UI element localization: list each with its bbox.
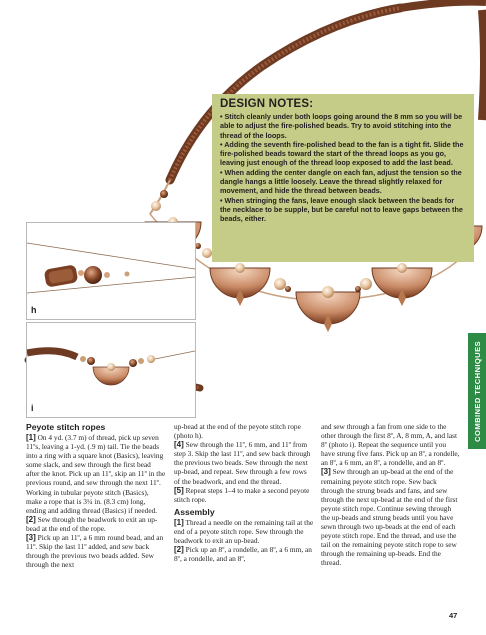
step-paragraph bbox=[174, 486, 314, 504]
step-text: Sew through an up-bead at the end of the remaining peyote stitch rope. Sew back through the strung beads and fans, and sew through the next up-bead at the end of the first peyote stitch rope. Continue sewing through the up-beads and strung beads until you have sewn through two up-beads at the end of each peyote stitch rope. End the thread, and use the tail on the remaining peyote stitch rope to sew through the remaining up-beads. End the thread. bbox=[321, 467, 458, 568]
step-text: Repeat steps 1–4 to make a second peyote stitch rope. bbox=[174, 485, 310, 504]
step-number: [3] bbox=[26, 533, 36, 543]
design-note-item: • Stitch cleanly under both loops going around the 8 mm so you will be able to adjust the fire-polished beads. Try to avoid stitching into the thread of the loops. bbox=[220, 112, 463, 140]
text-column-3 bbox=[321, 422, 461, 568]
inset-label-h: h bbox=[31, 305, 37, 315]
inset-h-image bbox=[27, 223, 195, 319]
design-notes-box bbox=[212, 94, 474, 262]
section-heading-assembly: Assembly bbox=[174, 506, 215, 517]
design-note-item: • When adding the center dangle on each fan, adjust the tension so the dangle hangs a little loosely. Leave the thread slightly relaxed for movement, and hide the thread between beads. bbox=[220, 167, 462, 196]
section-heading-peyote: Peyote stitch ropes bbox=[26, 422, 106, 432]
step-paragraph bbox=[174, 545, 314, 563]
section-tab bbox=[468, 333, 486, 449]
step-number: [2] bbox=[174, 545, 184, 555]
step-text: Sew through the 11º, 6 mm, and 11º from step 3. Skip the last 11º, and sew back through the previous two beads. Sew through the next up-bead, and repeat. Sew through a few rows of the beadwork, and end the thread. bbox=[174, 440, 311, 486]
inset-photo-h bbox=[26, 222, 196, 320]
step-paragraph bbox=[174, 440, 314, 485]
step-text: Pick up an 11º, a 6 mm round bead, and an 11º. Skip the last 11º added, and sew back through the previous two beads added. Sew through the next bbox=[26, 533, 164, 570]
step-paragraph bbox=[321, 467, 461, 567]
step-number: [4] bbox=[174, 440, 184, 450]
design-notes-title: DESIGN NOTES: bbox=[220, 98, 314, 110]
step-text: Sew through the beadwork to exit an up-bead at the end of the rope. bbox=[26, 514, 158, 533]
step-paragraph bbox=[26, 515, 166, 533]
step-text: Thread a needle on the remaining tail at the end of a peyote stitch rope. Sew through the beadwork to exit an up-bead. bbox=[174, 517, 314, 546]
step-number: [5] bbox=[174, 485, 184, 495]
inset-label-i: i bbox=[31, 403, 34, 413]
step-number: [1] bbox=[26, 433, 36, 442]
design-note-item: • Adding the seventh fire-polished bead to the fan is a tight fit. Slide the fire-polished beads toward the start of the thread loops as you go, leaving just enough of the thread loop exposed to add the last bead. bbox=[220, 139, 464, 168]
design-note-item: • When stringing the fans, leave enough slack between the beads for the necklace to be supple, but be careful not to leave gaps between the beads, either. bbox=[220, 195, 463, 224]
text-column-1 bbox=[26, 422, 166, 569]
step-number: [3] bbox=[321, 467, 331, 477]
step-paragraph bbox=[26, 533, 166, 569]
step-paragraph bbox=[174, 518, 314, 545]
inset-i-image bbox=[27, 323, 195, 417]
step-number: [1] bbox=[174, 517, 184, 527]
step-paragraph: up-bead at the end of the peyote stitch rope (photo h). bbox=[174, 422, 301, 441]
section-tab-label: COMBINED TECHNIQUES bbox=[472, 340, 482, 442]
inset-photo-i bbox=[26, 322, 196, 418]
step-text: Pick up an 8º, a rondelle, an 8º, a 6 mm, an 8º, a rondelle, and an 8º, bbox=[174, 545, 312, 564]
step-text: On 4 yd. (3.7 m) of thread, pick up seven 11ºs, leaving a 1-yd. (.9 m) tail. Tie the beads into a ring with a square knot (Basics), leaving some slack, and sew through the first bead after the knot. Pick up an 11º, skip an 11º in the previous round, and sew through the next 11º. Working in tubular peyote stitch (Basics), make a rope that is 3¼ in. (8.3 cm) long, ending and adding thread (Basics) if needed. bbox=[26, 433, 166, 515]
text-column-2 bbox=[174, 422, 314, 563]
step-paragraph bbox=[26, 433, 166, 515]
page-number: 47 bbox=[449, 611, 458, 620]
step-paragraph: and sew through a fan from one side to the other through the first 8º, A, 8 mm, A, and last 8º (photo i). Repeat the sequence until you have strung five fans. Pick up an 8º, a rondelle, an 8º, a 6 mm, an 8º, a rondelle, and an 8º. bbox=[321, 422, 460, 468]
step-number: [2] bbox=[26, 514, 36, 524]
